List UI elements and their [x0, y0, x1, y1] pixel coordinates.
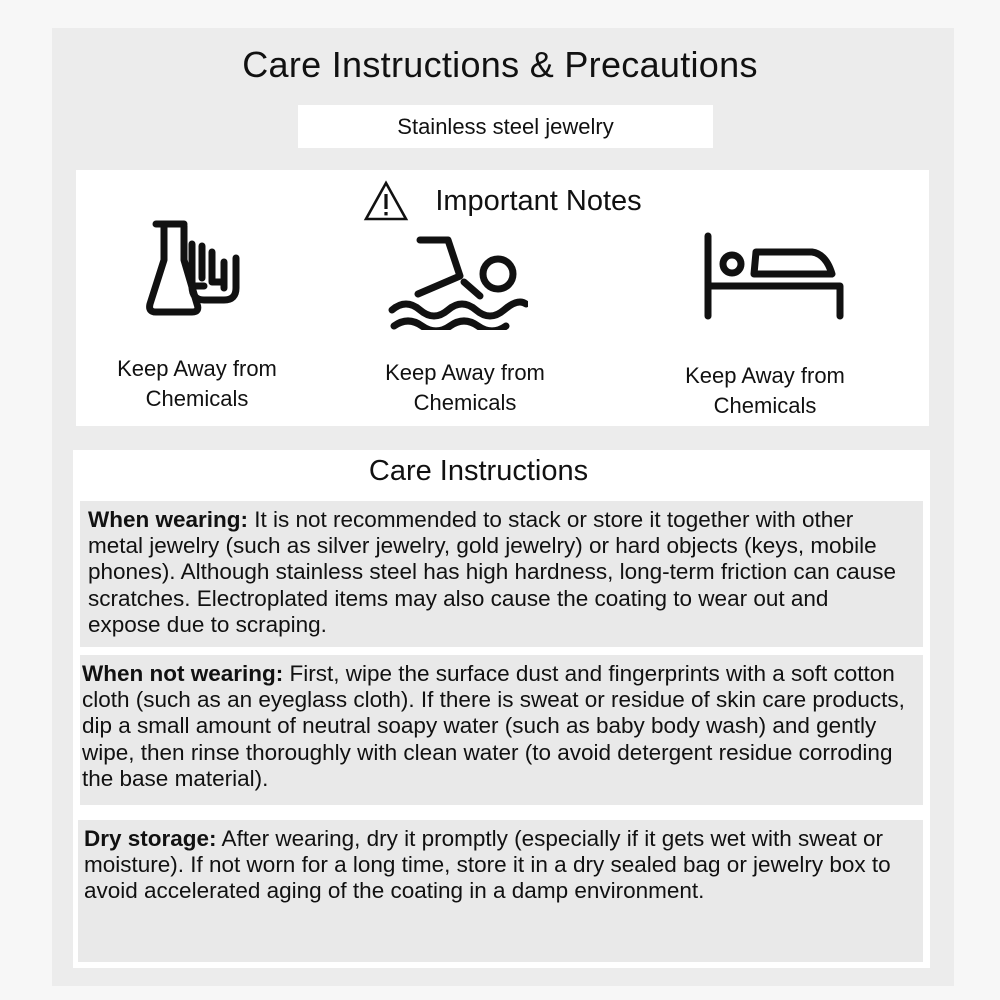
warning-triangle-icon: [363, 180, 409, 222]
swimming-icon: [388, 230, 528, 330]
care-section-dry-storage-lead: Dry storage:: [84, 826, 217, 851]
note-item-3-line2: Chemicals: [713, 393, 817, 418]
care-section-dry-storage-text: After wearing, dry it promptly (especially if it gets wet with sweat or moisture). If not worn for a long time, store it in a dry sealed bag or jewelry box to avoid accelerated aging of the coating in a damp environment.: [84, 826, 891, 904]
note-item-2-line2: Chemicals: [413, 390, 517, 415]
note-item-3-line1: Keep Away from: [685, 363, 845, 388]
care-section-when-not-wearing-lead: When not wearing:: [82, 661, 284, 686]
note-item-2-line1: Keep Away from: [385, 360, 545, 385]
bed-icon: [700, 232, 850, 322]
subtitle: Stainless steel jewelry: [397, 113, 614, 139]
chemicals-icon: [144, 216, 244, 326]
note-item-1-line2: Chemicals: [145, 386, 249, 411]
note-item-2: [354, 358, 576, 418]
care-section-when-not-wearing: [80, 655, 923, 805]
care-section-when-wearing: [80, 501, 923, 647]
note-item-1: [86, 354, 308, 414]
care-section-dry-storage: [78, 820, 923, 962]
subtitle-box: [298, 105, 713, 148]
care-section-when-wearing-lead: When wearing:: [88, 507, 249, 532]
care-section-when-wearing-text: It is not recommended to stack or store it together with other metal jewelry (such as silver jewelry, gold jewelry) or hard objects (keys, mobile phones). Although stainless steel has high hardness, long-term friction can cause scratches. Electroplated items may also cause the coating to wear out and expose due to scraping.: [88, 507, 896, 637]
important-notes-title: Important Notes: [435, 184, 642, 217]
note-item-3: [654, 361, 876, 421]
note-item-1-line1: Keep Away from: [117, 356, 277, 381]
page-title: Care Instructions & Precautions: [242, 44, 758, 85]
care-instructions-title: Care Instructions: [368, 455, 589, 487]
care-section-when-not-wearing-text: First, wipe the surface dust and fingerprints with a soft cotton cloth (such as an eyeglass cloth). If there is sweat or residue of skin care products, dip a small amount of neutral soapy water (such as baby body wash) and gently wipe, then rinse thoroughly with clean water (to avoid detergent residue corroding the base material).: [82, 661, 905, 791]
important-notes-panel: [76, 170, 929, 426]
